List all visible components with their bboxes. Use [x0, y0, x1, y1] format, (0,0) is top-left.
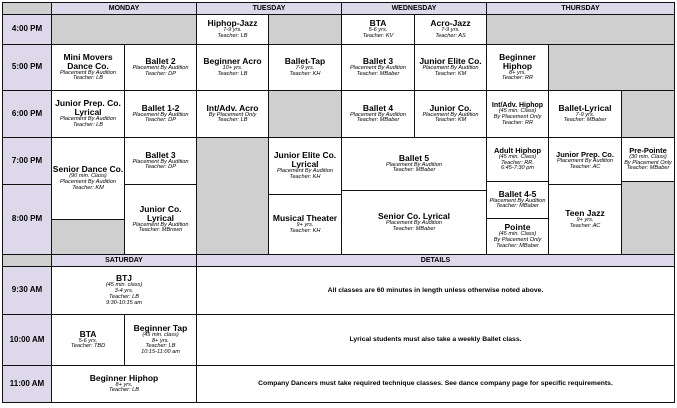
- class-detail: Placement By Audition: [59, 179, 117, 186]
- class-beginner-hiphop-thu: [486, 44, 549, 91]
- class-ballet-tap: [268, 44, 342, 91]
- class-title: Hiphop-Jazz: [207, 18, 258, 29]
- class-detail: Teacher: LB: [217, 32, 248, 39]
- class-ballet-1-2: [124, 90, 197, 138]
- class-detail: Teacher: MBaber: [392, 167, 436, 174]
- class-detail: Placement By Audition: [132, 158, 189, 165]
- details-note-1: [196, 266, 675, 315]
- class-title: Beginner Hiphop: [89, 372, 159, 383]
- class-detail: 7-9 yrs.: [575, 111, 595, 118]
- class-jr-co: [414, 90, 487, 138]
- class-detail: 10:15-11:00 am: [141, 349, 180, 356]
- class-detail: Placement By Audition: [132, 65, 189, 72]
- class-detail: Teacher: LB: [109, 387, 139, 394]
- class-detail: (30 min. Class): [629, 153, 667, 160]
- time-label: 4:00 PM: [2, 14, 52, 45]
- class-pointe: [486, 218, 549, 255]
- header-thursday: THURSDAY: [486, 2, 675, 15]
- class-ballet-lyrical: [548, 90, 622, 138]
- class-title: Junior Co. Lyrical: [139, 203, 182, 223]
- class-title: Junior Prep. Co.: [556, 150, 614, 160]
- class-detail: (45 min. class): [105, 282, 143, 289]
- class-detail: 7-9 yrs.: [295, 65, 315, 72]
- class-hiphop-jazz: [196, 14, 269, 45]
- empty-slot: [621, 181, 675, 255]
- class-detail: (45 min. class): [142, 331, 179, 338]
- class-beginner-tap: [124, 314, 197, 366]
- class-beginner-hiphop-sat: [51, 365, 197, 403]
- header-wednesday: WEDNESDAY: [341, 2, 487, 15]
- class-detail: Teacher: DP: [145, 70, 176, 77]
- class-detail: 9:30-10:15 am: [105, 299, 143, 306]
- class-detail: (45 min. Class): [498, 231, 537, 238]
- class-ballet-5: [341, 137, 487, 191]
- class-detail: Teacher: MBaber: [356, 117, 400, 124]
- class-detail: Placement By Audition: [276, 168, 334, 175]
- class-detail: Teacher: RR.: [501, 159, 534, 166]
- details-note-3: [196, 365, 675, 403]
- class-detail: Placement By Audition: [422, 111, 479, 118]
- time-label: 9:30 AM: [2, 266, 52, 315]
- class-title: BTA: [79, 328, 97, 339]
- class-detail: By Placement Only: [208, 111, 257, 118]
- class-detail: Placement By Audition: [59, 116, 117, 123]
- class-detail: Placement By Audition: [556, 158, 614, 165]
- class-mini-movers: [51, 44, 125, 91]
- class-adult-hiphop: [486, 137, 549, 182]
- class-detail: By Placement Only: [493, 113, 542, 120]
- header-monday: MONDAY: [51, 2, 197, 15]
- class-detail: Teacher: LB: [145, 343, 176, 350]
- class-detail: 9+ yrs.: [296, 222, 314, 229]
- class-senior-lyrical: [341, 190, 487, 255]
- class-detail: Teacher: RR: [501, 75, 534, 82]
- class-detail: Placement By Audition: [489, 197, 546, 204]
- class-detail: Teacher: KH: [289, 227, 321, 234]
- class-ballet-3-mon: [124, 137, 197, 185]
- class-title: Int/Adv. Acro: [206, 102, 259, 113]
- class-detail: Teacher: LB: [73, 121, 103, 128]
- class-detail: Teacher: LB: [109, 293, 139, 300]
- class-detail: 7-9 yrs.: [441, 27, 460, 34]
- class-jr-co-lyrical: [124, 184, 197, 255]
- class-detail: Teacher: MBaber: [356, 70, 400, 77]
- time-label: 5:00 PM: [2, 44, 52, 91]
- class-detail: Teacher: MBaber: [626, 165, 670, 172]
- time-label: 6:00 PM: [2, 90, 52, 138]
- details-text: All classes are 60 minutes in length unless otherwise noted above.: [327, 286, 544, 294]
- class-btj: [51, 266, 197, 315]
- class-title: BTJ: [115, 273, 133, 284]
- class-title: Senior Co. Lyrical: [378, 211, 450, 222]
- class-detail: Placement By Audition: [59, 69, 117, 76]
- class-teen-jazz: [548, 184, 622, 255]
- class-detail: Teacher: KM: [434, 117, 467, 124]
- class-title: Ballet 3: [145, 149, 176, 160]
- class-title: Ballet 1-2: [141, 102, 180, 113]
- class-detail: 5-6 yrs.: [368, 27, 388, 34]
- class-detail: (45 min. Class): [498, 153, 537, 160]
- class-jr-elite-lyrical: [268, 137, 342, 195]
- class-detail: 8+ yrs.: [509, 69, 526, 76]
- class-title: Ballet 5: [398, 152, 430, 163]
- empty-slot: [196, 137, 269, 255]
- class-detail: Teacher: AC: [569, 163, 601, 170]
- class-detail: By Placement Only: [493, 237, 542, 244]
- header-details: DETAILS: [196, 254, 675, 267]
- class-detail: Teacher: MBaber: [563, 117, 607, 124]
- class-detail: By Placement Only: [624, 159, 672, 166]
- class-detail: 9+ yrs.: [576, 217, 594, 224]
- class-detail: (45 min. Class): [498, 107, 537, 114]
- details-text: Lyrical students must also take a weekly Ballet class.: [349, 336, 522, 344]
- class-title: Ballet 4-5: [498, 188, 537, 199]
- class-detail: (90 min. Class): [69, 173, 107, 180]
- class-title: Mini Movers Dance Co.: [63, 51, 113, 71]
- class-detail: Teacher: MBaber: [392, 225, 436, 232]
- class-title: Teen Jazz: [565, 208, 605, 219]
- class-detail: Teacher: DP: [145, 164, 176, 171]
- class-detail: Teacher: LB: [217, 70, 248, 77]
- class-title: Junior Co.: [429, 102, 472, 113]
- empty-slot: [51, 14, 197, 45]
- time-label: 7:00 PM: [2, 137, 52, 185]
- class-int-adv-acro: [196, 90, 269, 138]
- class-title: Ballet-Lyrical: [558, 102, 612, 113]
- class-detail: Teacher: TBD: [70, 343, 106, 350]
- class-detail: 8+ yrs.: [152, 337, 169, 344]
- class-title: Ballet-Tap: [284, 56, 326, 67]
- class-title: Beginner Acro: [203, 56, 262, 67]
- header-saturday: SATURDAY: [51, 254, 197, 267]
- class-detail: Teacher: MBaber: [496, 242, 539, 249]
- class-detail: Teacher: KV: [362, 32, 394, 39]
- header-tuesday: TUESDAY: [196, 2, 342, 15]
- class-senior-dance-co: [51, 137, 125, 220]
- empty-slot: [621, 90, 675, 138]
- class-jr-elite-co: [414, 44, 487, 91]
- class-detail: 7-9 yrs.: [223, 27, 242, 34]
- class-detail: 10+ yrs.: [222, 65, 243, 72]
- class-ballet-3-wed: [341, 44, 415, 91]
- empty-slot: [51, 219, 125, 255]
- empty-slot: [268, 14, 342, 45]
- class-bta-sat: [51, 314, 125, 366]
- class-detail: Teacher: AS: [435, 32, 466, 39]
- class-int-adv-hiphop: [486, 90, 549, 138]
- class-detail: Teacher: KH: [289, 173, 321, 180]
- time-label: 10:00 AM: [2, 314, 52, 366]
- class-acro-jazz: [414, 14, 487, 45]
- class-title: Beginner Hiphop: [499, 51, 536, 71]
- class-title: BTA: [369, 18, 387, 29]
- class-detail: Placement By Audition: [349, 111, 407, 118]
- class-bta-wed: [341, 14, 415, 45]
- class-detail: Teacher: DP: [145, 117, 176, 124]
- class-detail: Placement By Audition: [385, 220, 443, 227]
- class-detail: Teacher: KM: [434, 70, 467, 77]
- class-title: Acro-Jazz: [430, 18, 471, 29]
- class-detail: Teacher: LB: [217, 117, 248, 124]
- empty-slot: [548, 44, 675, 91]
- class-title: Senior Dance Co.: [52, 164, 124, 175]
- details-text: Company Dancers must take required technique classes. See dance company page for specific requirements.: [258, 380, 613, 388]
- class-musical-theater: [268, 194, 342, 255]
- class-detail: Teacher: KH: [289, 70, 321, 77]
- class-detail: Teacher: LB: [73, 75, 103, 82]
- class-detail: 5-6 yrs.: [78, 337, 98, 344]
- class-detail: Placement By Audition: [422, 65, 479, 72]
- class-jr-prep-co: [548, 137, 622, 185]
- class-title: Junior Elite Co. Lyrical: [273, 150, 337, 170]
- class-title: Adult Hiphop: [493, 145, 542, 155]
- class-title: Beginner Tap: [133, 322, 188, 333]
- time-label: 11:00 AM: [2, 365, 52, 403]
- class-title: Pre-Pointe: [629, 145, 667, 155]
- class-detail: 6:45-7:30 pm: [501, 165, 534, 172]
- empty-slot: [486, 14, 675, 45]
- class-ballet-4-5: [486, 181, 549, 219]
- empty-slot: [268, 90, 342, 138]
- class-detail: Placement By Audition: [132, 111, 189, 118]
- class-detail: Placement By Audition: [132, 221, 189, 228]
- class-detail: Teacher: MBrown: [138, 227, 183, 234]
- class-title: Ballet 4: [362, 102, 394, 113]
- class-detail: 3-4 yrs.: [114, 288, 134, 295]
- class-detail: Teacher: RR: [501, 119, 534, 126]
- class-title: Ballet 2: [145, 56, 176, 67]
- details-note-2: [196, 314, 675, 366]
- class-detail: Placement By Audition: [349, 65, 407, 72]
- class-detail: Teacher: MBaber: [496, 203, 539, 210]
- class-title: Musical Theater: [272, 213, 338, 224]
- class-pre-pointe: [621, 137, 675, 182]
- class-title: Junior Elite Co.: [419, 56, 482, 67]
- class-title: Junior Prep. Co. Lyrical: [55, 98, 121, 118]
- class-title: Int/Adv. Hiphop: [491, 101, 544, 109]
- class-detail: 8+ yrs.: [115, 381, 133, 388]
- class-beginner-acro: [196, 44, 269, 91]
- class-detail: Teacher: AC: [569, 222, 601, 229]
- class-ballet-4: [341, 90, 415, 138]
- class-detail: Teacher: KM: [72, 184, 104, 191]
- class-jr-prep-lyrical: [51, 90, 125, 138]
- class-title: Pointe: [504, 222, 531, 233]
- class-title: Ballet 3: [362, 56, 394, 67]
- time-label: 8:00 PM: [2, 184, 52, 255]
- class-detail: Placement By Audition: [385, 161, 443, 168]
- class-ballet-2: [124, 44, 197, 91]
